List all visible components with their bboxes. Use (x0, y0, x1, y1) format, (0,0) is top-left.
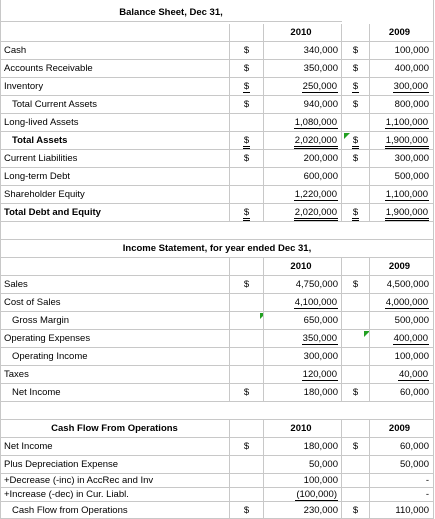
currency-symbol[interactable]: $ (230, 438, 264, 456)
value-2009[interactable] (370, 366, 434, 384)
row-label[interactable]: Operating Income (0, 348, 230, 366)
error-indicator-icon (344, 133, 350, 139)
cell[interactable] (342, 420, 370, 438)
currency-symbol[interactable]: $ (342, 42, 370, 60)
cell[interactable] (0, 258, 230, 276)
value-2010[interactable] (264, 366, 342, 384)
value-2010[interactable]: 340,000 (264, 42, 342, 60)
table-row (0, 60, 434, 78)
value-2009[interactable] (370, 330, 434, 348)
currency-symbol[interactable] (342, 114, 370, 132)
value-2009[interactable]: 100,000 (370, 348, 434, 366)
value-2010[interactable] (264, 114, 342, 132)
value-text: 1,900,000 (385, 207, 429, 221)
row-label[interactable]: Total Assets (0, 132, 230, 150)
row-label[interactable]: Long-term Debt (0, 168, 230, 186)
cell[interactable] (0, 24, 230, 42)
row-label[interactable]: Total Current Assets (0, 96, 230, 114)
currency-symbol[interactable]: $ (230, 150, 264, 168)
value-2010[interactable] (264, 132, 342, 150)
currency-symbol[interactable] (342, 204, 370, 222)
table-row (0, 438, 434, 456)
row-label[interactable]: Long-lived Assets (0, 114, 230, 132)
value-2009[interactable]: 60,000 (370, 384, 434, 402)
value-2009[interactable]: 50,000 (370, 456, 434, 474)
value-2009[interactable]: 110,000 (370, 502, 434, 519)
value-2009[interactable] (370, 294, 434, 312)
income-col-2009[interactable]: 2009 (370, 258, 434, 276)
cell[interactable] (230, 24, 264, 42)
currency-symbol[interactable] (230, 294, 264, 312)
balance-title-row (0, 4, 434, 22)
value-text: 1,100,000 (385, 189, 428, 200)
row-label[interactable]: Plus Depreciation Expense (0, 456, 230, 474)
currency-symbol[interactable] (230, 78, 264, 96)
row-label[interactable]: Sales (0, 276, 230, 294)
currency-symbol[interactable] (342, 78, 370, 96)
currency-symbol[interactable] (342, 474, 370, 488)
value-2010[interactable]: 50,000 (264, 456, 342, 474)
value-2009[interactable]: 400,000 (370, 60, 434, 78)
currency-symbol[interactable]: $ (230, 276, 264, 294)
currency-symbol[interactable]: $ (342, 438, 370, 456)
value-2010[interactable]: 100,000 (264, 474, 342, 488)
row-label[interactable]: Cost of Sales (0, 294, 230, 312)
row-label[interactable]: Inventory (0, 78, 230, 96)
currency-symbol[interactable] (342, 348, 370, 366)
currency-symbol-text: $ (243, 135, 250, 149)
row-label[interactable]: Gross Margin (0, 312, 230, 330)
table-row (0, 114, 434, 132)
currency-symbol-text: $ (352, 207, 359, 221)
value-text: 4,100,000 (294, 297, 337, 308)
currency-symbol[interactable] (230, 186, 264, 204)
row-label[interactable]: Cash (0, 42, 230, 60)
cashflow-col-2010[interactable]: 2010 (264, 420, 342, 438)
value-text: 1,100,000 (385, 117, 428, 128)
value-2009[interactable]: 100,000 (370, 42, 434, 60)
value-2010[interactable]: 180,000 (264, 384, 342, 402)
value-2010[interactable]: 180,000 (264, 438, 342, 456)
table-row (0, 366, 434, 384)
value-2010[interactable]: 350,000 (264, 60, 342, 78)
value-2009[interactable] (370, 204, 434, 222)
value-2010[interactable] (264, 204, 342, 222)
balance-title[interactable]: Balance Sheet, Dec 31, (0, 4, 342, 22)
value-text: 120,000 (302, 369, 337, 380)
value-2010[interactable]: 200,000 (264, 150, 342, 168)
table-row (0, 42, 434, 60)
table-row (0, 204, 434, 222)
table-row (0, 294, 434, 312)
blank-row[interactable] (0, 402, 434, 420)
currency-symbol[interactable] (342, 488, 370, 502)
value-text: 250,000 (302, 81, 337, 92)
row-label[interactable]: +Decrease (-inc) in AccRec and Inv (0, 474, 230, 488)
income-col-2010[interactable]: 2010 (264, 258, 342, 276)
table-row (0, 150, 434, 168)
currency-symbol[interactable] (230, 330, 264, 348)
table-row (0, 456, 434, 474)
table-row (0, 474, 434, 488)
row-label[interactable]: Shareholder Equity (0, 186, 230, 204)
currency-symbol[interactable] (342, 132, 370, 150)
currency-symbol[interactable]: $ (230, 384, 264, 402)
balance-header-row (0, 24, 434, 42)
balance-col-2009[interactable]: 2009 (370, 24, 434, 42)
row-label[interactable]: Current Liabilities (0, 150, 230, 168)
value-2009[interactable] (370, 78, 434, 96)
value-2010[interactable] (264, 78, 342, 96)
currency-symbol-text: $ (243, 81, 250, 92)
currency-symbol[interactable] (230, 488, 264, 502)
value-2009[interactable]: - (370, 488, 434, 502)
currency-symbol[interactable] (230, 114, 264, 132)
value-2009[interactable] (370, 132, 434, 150)
currency-symbol[interactable]: $ (342, 60, 370, 78)
row-label[interactable]: Accounts Receivable (0, 60, 230, 78)
table-row (0, 330, 434, 348)
currency-symbol[interactable] (342, 330, 370, 348)
balance-col-2010[interactable]: 2010 (264, 24, 342, 42)
row-label[interactable]: Operating Expenses (0, 330, 230, 348)
row-label[interactable]: Net Income (0, 384, 230, 402)
value-text: 4,000,000 (385, 297, 428, 308)
currency-symbol[interactable] (230, 456, 264, 474)
income-title[interactable]: Income Statement, for year ended Dec 31, (0, 240, 434, 258)
cell[interactable] (342, 258, 370, 276)
value-2009[interactable]: 500,000 (370, 168, 434, 186)
row-label[interactable]: +Increase (-dec) in Cur. Liabl. (0, 488, 230, 502)
value-2010[interactable] (264, 294, 342, 312)
table-row (0, 132, 434, 150)
value-text: 300,000 (393, 81, 428, 92)
value-text: 1,900,000 (385, 135, 429, 149)
value-2010[interactable] (264, 330, 342, 348)
value-2010[interactable]: 650,000 (264, 312, 342, 330)
table-row (0, 96, 434, 114)
value-text: 400,000 (393, 333, 428, 344)
value-2009[interactable]: 300,000 (370, 150, 434, 168)
currency-symbol[interactable]: $ (342, 276, 370, 294)
currency-symbol[interactable] (342, 294, 370, 312)
value-2010[interactable]: 600,000 (264, 168, 342, 186)
value-2010[interactable]: 940,000 (264, 96, 342, 114)
currency-symbol[interactable] (342, 456, 370, 474)
currency-symbol[interactable] (342, 366, 370, 384)
value-2009[interactable] (370, 186, 434, 204)
value-2009[interactable] (370, 114, 434, 132)
cashflow-col-2009[interactable]: 2009 (370, 420, 434, 438)
table-row (0, 348, 434, 366)
value-2010[interactable] (264, 488, 342, 502)
income-header-row (0, 258, 434, 276)
value-text: (100,000) (296, 489, 337, 500)
currency-symbol[interactable]: $ (342, 384, 370, 402)
currency-symbol[interactable] (342, 168, 370, 186)
cell[interactable] (230, 258, 264, 276)
currency-symbol[interactable]: $ (230, 42, 264, 60)
currency-symbol[interactable]: $ (230, 60, 264, 78)
table-row (0, 312, 434, 330)
value-2009[interactable]: 4,500,000 (370, 276, 434, 294)
value-text: 2,020,000 (294, 135, 338, 149)
value-2010[interactable]: 4,750,000 (264, 276, 342, 294)
value-text: 1,220,000 (294, 189, 337, 200)
table-row (0, 78, 434, 96)
cashflow-header-row (0, 420, 434, 438)
value-text: 1,080,000 (294, 117, 337, 128)
currency-symbol[interactable] (230, 168, 264, 186)
value-text: 40,000 (398, 369, 428, 380)
table-row (0, 168, 434, 186)
value-2009[interactable]: - (370, 474, 434, 488)
row-label[interactable]: Total Debt and Equity (0, 204, 230, 222)
cell[interactable] (342, 24, 370, 42)
currency-symbol[interactable] (230, 204, 264, 222)
currency-symbol-text: $ (352, 81, 359, 92)
currency-symbol[interactable]: $ (342, 150, 370, 168)
table-row (0, 384, 434, 402)
currency-symbol[interactable]: $ (342, 96, 370, 114)
row-label[interactable]: Net Income (0, 438, 230, 456)
currency-symbol-text: $ (352, 135, 359, 149)
value-text: 2,020,000 (294, 207, 338, 221)
currency-symbol[interactable]: $ (230, 502, 264, 519)
currency-symbol[interactable] (230, 312, 264, 330)
value-2010[interactable] (264, 186, 342, 204)
currency-symbol[interactable] (230, 348, 264, 366)
currency-symbol[interactable] (230, 474, 264, 488)
value-2010[interactable]: 230,000 (264, 502, 342, 519)
value-2009[interactable]: 800,000 (370, 96, 434, 114)
currency-symbol[interactable] (230, 132, 264, 150)
blank-row[interactable] (0, 222, 434, 240)
currency-symbol[interactable]: $ (342, 502, 370, 519)
row-label[interactable]: Taxes (0, 366, 230, 384)
table-row (0, 488, 434, 502)
currency-symbol-text: $ (243, 207, 250, 221)
value-2010[interactable]: 300,000 (264, 348, 342, 366)
value-text: 350,000 (302, 333, 337, 344)
table-row (0, 276, 434, 294)
income-title-row (0, 240, 434, 258)
table-row (0, 502, 434, 519)
currency-symbol[interactable] (342, 186, 370, 204)
value-2009[interactable]: 500,000 (370, 312, 434, 330)
row-label[interactable]: Cash Flow from Operations (0, 502, 230, 519)
currency-symbol[interactable] (342, 312, 370, 330)
cell[interactable] (230, 420, 264, 438)
cashflow-title[interactable]: Cash Flow From Operations (0, 420, 230, 438)
value-2009[interactable]: 60,000 (370, 438, 434, 456)
table-row (0, 186, 434, 204)
currency-symbol[interactable] (230, 366, 264, 384)
currency-symbol[interactable]: $ (230, 96, 264, 114)
